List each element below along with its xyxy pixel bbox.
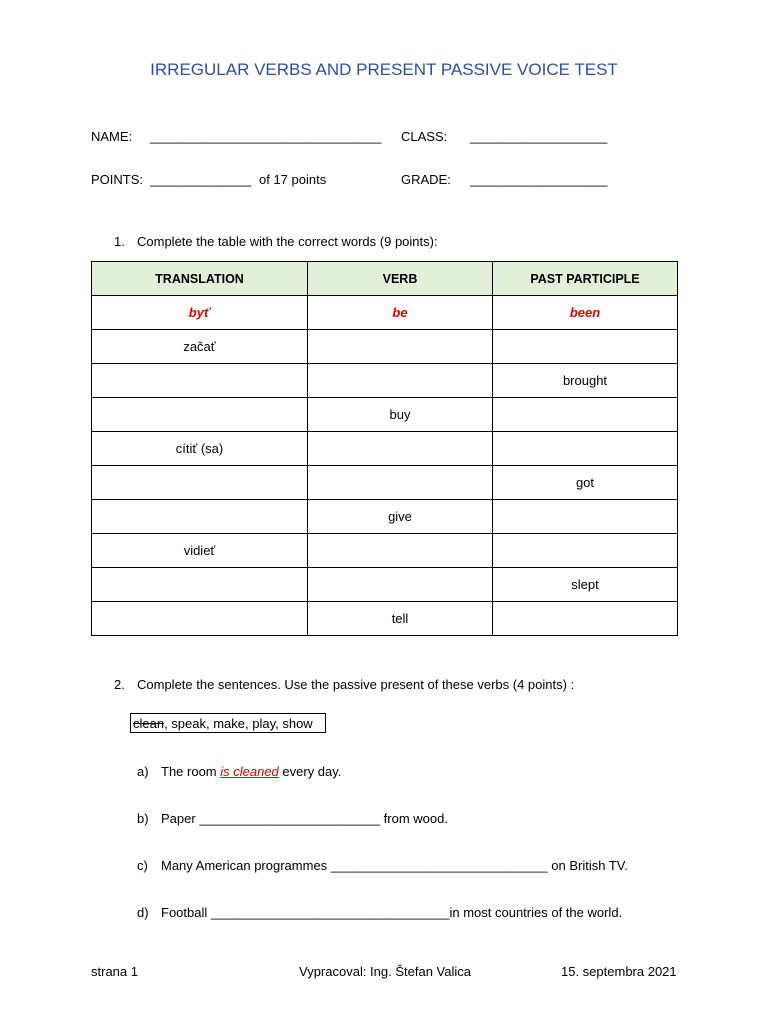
task1-number: 1.: [114, 234, 125, 249]
example-row: [92, 296, 678, 330]
struck-word: clean: [133, 716, 165, 731]
sentence-text: every day.: [278, 764, 342, 779]
cell-translation[interactable]: [92, 466, 308, 500]
cell-past-participle[interactable]: [493, 500, 678, 534]
table-header-row: [92, 262, 678, 296]
name-field[interactable]: ________________________________: [150, 129, 382, 144]
footer-author: Vypracoval: Ing. Štefan Valica: [299, 964, 471, 979]
table-row: [92, 330, 678, 364]
cell-translation[interactable]: [92, 500, 308, 534]
task2-number: 2.: [114, 677, 125, 692]
points-label: POINTS:: [91, 172, 144, 187]
table-row: [92, 602, 678, 636]
sentence-blank[interactable]: ______________________________: [330, 858, 548, 873]
cell-past-participle[interactable]: [493, 398, 678, 432]
sentence-text: The room: [161, 764, 221, 779]
header-verb: VERB: [308, 262, 493, 296]
table-row: [92, 534, 678, 568]
cell-past-participle[interactable]: brought: [493, 364, 678, 398]
table-row: [92, 568, 678, 602]
cell-past-participle[interactable]: slept: [493, 568, 678, 602]
example-past-participle: been: [493, 296, 678, 330]
cell-verb[interactable]: [308, 330, 493, 364]
table-row: [92, 500, 678, 534]
page-title: IRREGULAR VERBS AND PRESENT PASSIVE VOICE TEST: [150, 60, 618, 79]
grade-label: GRADE:: [401, 172, 451, 187]
cell-verb[interactable]: [308, 466, 493, 500]
sentence-text: Football: [161, 905, 211, 920]
cell-translation[interactable]: [92, 602, 308, 636]
sentence-blank[interactable]: _________________________: [199, 811, 381, 826]
points-suffix: of 17 points: [259, 172, 327, 187]
table-row: [92, 432, 678, 466]
sentence-letter: c): [137, 858, 148, 873]
cell-translation[interactable]: [92, 568, 308, 602]
word-list: , speak, make, play, show: [164, 716, 313, 731]
table-row: [92, 364, 678, 398]
cell-verb[interactable]: [308, 568, 493, 602]
example-verb: be: [308, 296, 493, 330]
cell-translation[interactable]: začať: [92, 330, 308, 364]
sentence-answer[interactable]: is cleaned: [220, 764, 279, 779]
cell-past-participle[interactable]: [493, 602, 678, 636]
sentence-letter: a): [137, 764, 149, 779]
cell-past-participle[interactable]: [493, 330, 678, 364]
cell-verb[interactable]: buy: [308, 398, 493, 432]
cell-translation[interactable]: [92, 364, 308, 398]
verbs-table: [91, 261, 678, 636]
table-row: [92, 466, 678, 500]
header-translation: TRANSLATION: [92, 262, 308, 296]
cell-verb[interactable]: give: [308, 500, 493, 534]
sentence-text: on British TV.: [547, 858, 628, 873]
cell-translation[interactable]: [92, 398, 308, 432]
sentence-d: [161, 905, 622, 920]
footer-page: strana 1: [91, 964, 138, 979]
cell-past-participle[interactable]: [493, 534, 678, 568]
header-past-participle: PAST PARTICIPLE: [493, 262, 678, 296]
sentence-letter: d): [137, 905, 149, 920]
cell-translation[interactable]: vidieť: [92, 534, 308, 568]
word-box: [130, 713, 326, 733]
example-translation: byť: [92, 296, 308, 330]
cell-past-participle[interactable]: got: [493, 466, 678, 500]
name-label: NAME:: [91, 129, 133, 144]
sentence-text: Paper: [161, 811, 200, 826]
class-label: CLASS:: [401, 129, 448, 144]
table-row: [92, 398, 678, 432]
task2-instruction: Complete the sentences. Use the passive present of these verbs (4 points) :: [137, 677, 575, 692]
footer-date: 15. septembra 2021: [561, 964, 677, 979]
cell-translation[interactable]: cítiť (sa): [92, 432, 308, 466]
sentence-c: [161, 858, 628, 873]
grade-field[interactable]: ___________________: [470, 172, 608, 187]
task1-instruction: Complete the table with the correct words (9 points):: [137, 234, 438, 249]
cell-verb[interactable]: tell: [308, 602, 493, 636]
sentence-b: [161, 811, 448, 826]
sentence-blank[interactable]: _________________________________: [210, 905, 450, 920]
sentence-text: from wood.: [380, 811, 448, 826]
cell-verb[interactable]: [308, 534, 493, 568]
cell-verb[interactable]: [308, 364, 493, 398]
sentence-text: Many American programmes: [161, 858, 331, 873]
sentence-text: in most countries of the world.: [449, 905, 623, 920]
cell-verb[interactable]: [308, 432, 493, 466]
cell-past-participle[interactable]: [493, 432, 678, 466]
points-field[interactable]: ______________: [150, 172, 252, 187]
class-field[interactable]: ___________________: [470, 129, 608, 144]
sentence-a: [161, 764, 341, 779]
sentence-letter: b): [137, 811, 149, 826]
